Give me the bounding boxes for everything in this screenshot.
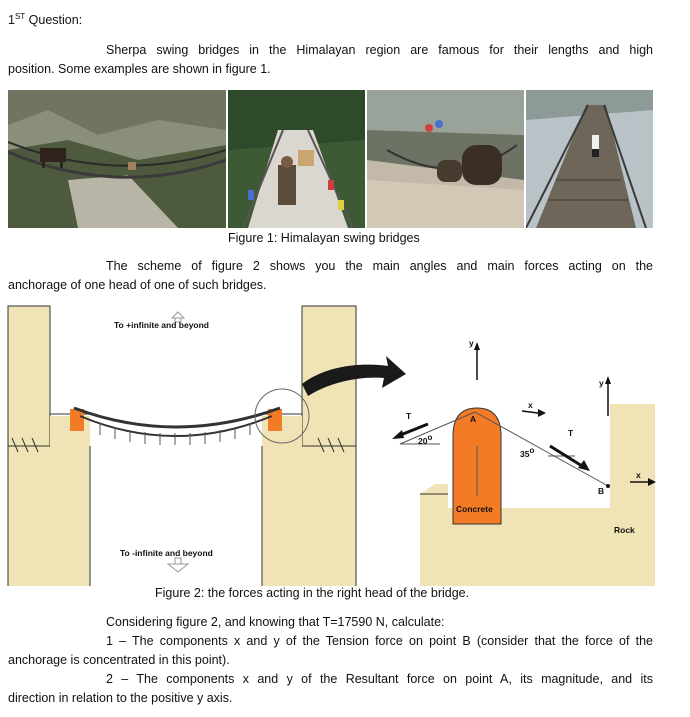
- scheme-line-2: anchorage of one head of one of such bridges.: [8, 278, 267, 292]
- figure-2: [0, 296, 690, 586]
- figure-1-caption: Figure 1: Himalayan swing bridges: [228, 231, 420, 245]
- label-axis-x1: x: [528, 400, 533, 410]
- label-up: To +infinite and beyond: [114, 320, 209, 330]
- angle-left-value: 20: [418, 435, 428, 446]
- label-tension-right: T: [568, 428, 574, 438]
- degree-icon: o: [529, 446, 535, 455]
- label-angle-right: [520, 446, 534, 459]
- figure-2-diagram: [0, 296, 690, 586]
- label-axis-y1: y: [469, 338, 474, 348]
- degree-icon: o: [427, 433, 433, 442]
- bridge-photo-3: [367, 90, 524, 228]
- figure-2-caption: Figure 2: the forces acting in the right head of the bridge.: [155, 586, 470, 600]
- task-item-2-line-2: direction in relation to the positive y axis.: [8, 691, 233, 705]
- label-point-a: A: [470, 414, 477, 424]
- task-item-2-line-1: 2 – The components x and y of the Resultant force on point A, its magnitude, and its: [106, 672, 653, 686]
- question-number: 1: [8, 13, 15, 28]
- label-axis-y2: y: [599, 378, 604, 388]
- bridge-photo-2: [228, 90, 365, 228]
- scheme-line-1: The scheme of figure 2 shows you the main angles and main forces acting on the: [106, 259, 653, 273]
- question-label: Question:: [28, 13, 83, 28]
- label-rock: Rock: [614, 525, 635, 535]
- question-heading: [8, 9, 82, 28]
- label-tension-left: T: [406, 411, 412, 421]
- bridge-photo-4: [526, 90, 653, 228]
- task-item-1-line-2: anchorage is concentrated in this point).: [8, 653, 230, 667]
- label-axis-x2: x: [636, 470, 641, 480]
- intro-line-2: position. Some examples are shown in figure 1.: [8, 62, 271, 76]
- task-intro: Considering figure 2, and knowing that T=17590 N, calculate:: [106, 615, 445, 629]
- bridge-photo-1: [8, 90, 226, 228]
- question-number-sup: ST: [14, 12, 26, 21]
- angle-right-value: 35: [520, 448, 530, 459]
- intro-line-1: Sherpa swing bridges in the Himalayan region are famous for their lengths and high: [106, 43, 653, 57]
- label-concrete: Concrete: [456, 504, 493, 514]
- label-angle-left: [418, 433, 432, 446]
- label-down: To -infinite and beyond: [120, 548, 213, 558]
- task-item-1-line-1: 1 – The components x and y of the Tension force on point B (consider that the force of the: [106, 634, 653, 648]
- label-point-b: B: [598, 486, 605, 496]
